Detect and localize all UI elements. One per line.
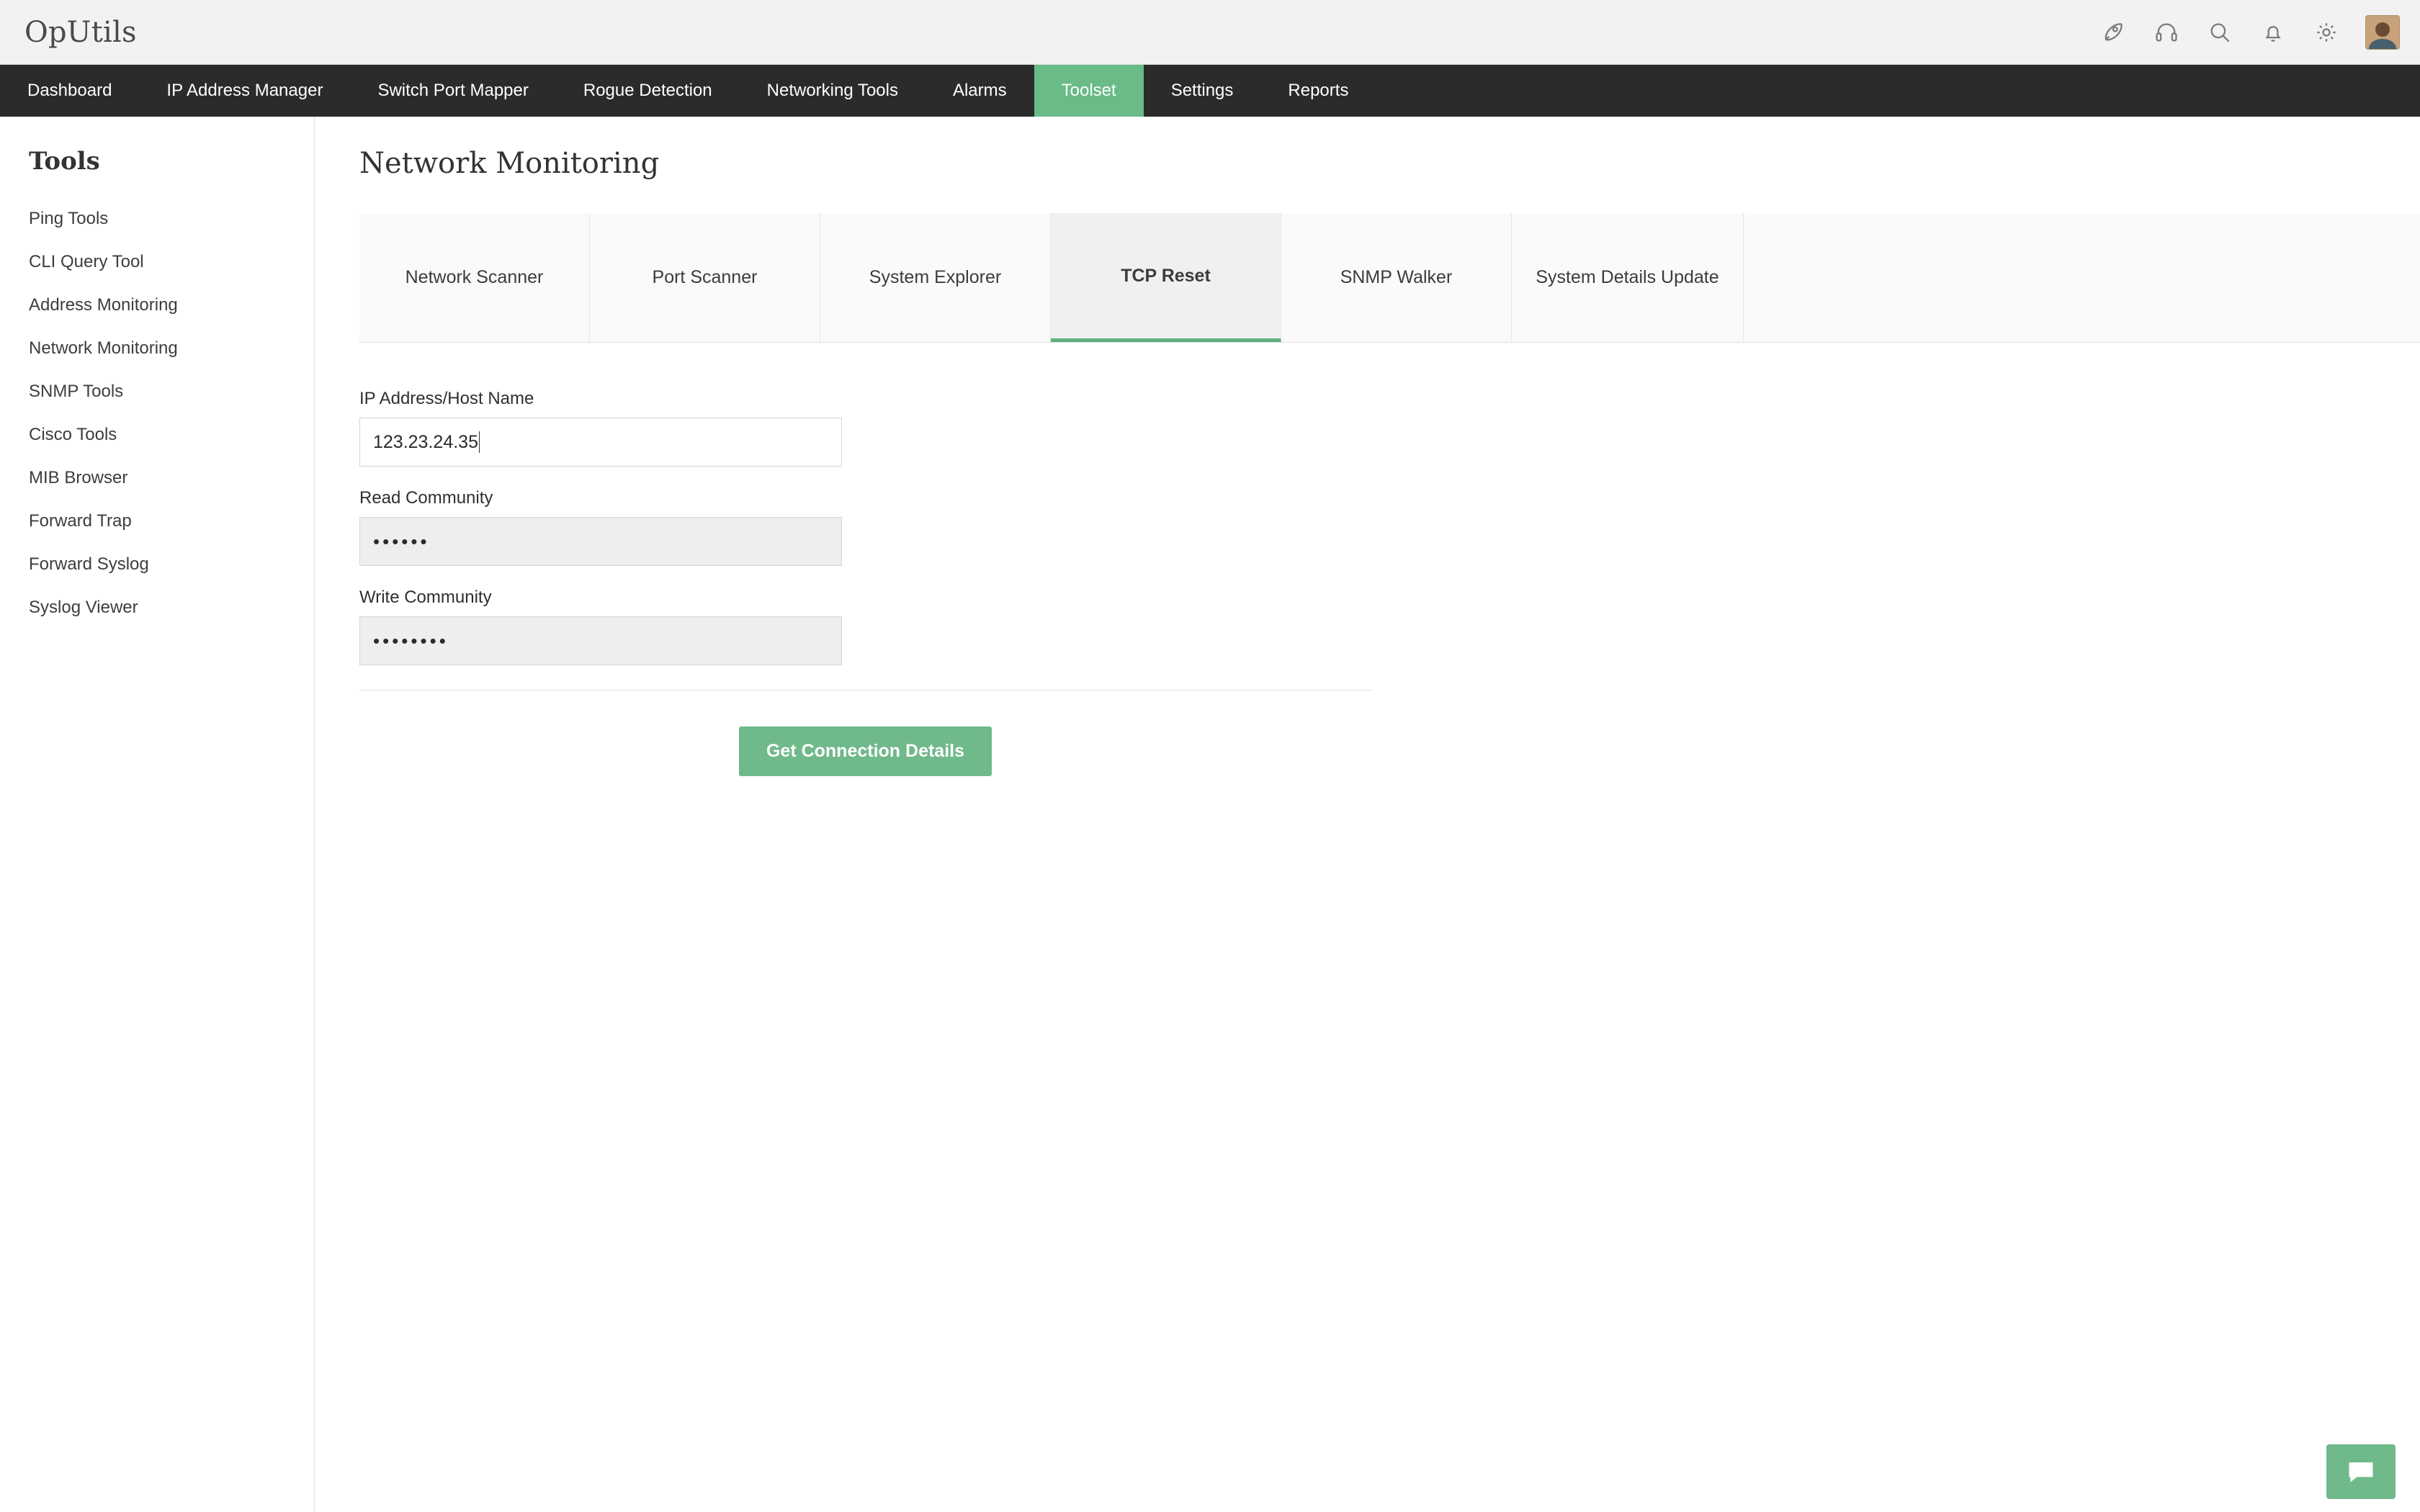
tab-system-explorer[interactable]: System Explorer: [820, 213, 1051, 342]
read-community-value: ••••••: [373, 530, 430, 552]
tab-port-scanner[interactable]: Port Scanner: [590, 213, 820, 342]
nav-item-reports[interactable]: Reports: [1288, 81, 1349, 100]
tab-bar: [359, 213, 2420, 343]
page-title: Network Monitoring: [359, 147, 660, 180]
sidebar-item-forward-syslog[interactable]: Forward Syslog: [29, 554, 149, 574]
write-community-label: Write Community: [359, 588, 492, 607]
nav-item-toolset[interactable]: Toolset: [1034, 65, 1144, 117]
tab-network-scanner[interactable]: Network Scanner: [359, 213, 590, 342]
read-community-label: Read Community: [359, 488, 493, 508]
topbar-icon-group: [2099, 15, 2400, 50]
sidebar-item-ping-tools[interactable]: Ping Tools: [29, 209, 109, 228]
sidebar-item-snmp-tools[interactable]: SNMP Tools: [29, 382, 124, 401]
ip-address-value: 123.23.24.35: [373, 431, 478, 452]
nav-item-settings[interactable]: Settings: [1170, 81, 1234, 100]
sidebar-title: Tools: [29, 147, 100, 176]
sidebar-item-forward-trap[interactable]: Forward Trap: [29, 511, 132, 531]
tcp-reset-form: [359, 343, 2420, 776]
bell-icon[interactable]: [2259, 18, 2287, 47]
form-actions: [359, 690, 1371, 776]
search-icon[interactable]: [2205, 18, 2234, 47]
rocket-icon[interactable]: [2099, 18, 2128, 47]
tab-tcp-reset[interactable]: TCP Reset: [1051, 213, 1281, 342]
tab-snmp-walker[interactable]: SNMP Walker: [1281, 213, 1512, 342]
write-community-input[interactable]: [359, 616, 842, 665]
sidebar: [0, 117, 315, 1512]
sidebar-item-address-monitoring[interactable]: Address Monitoring: [29, 295, 178, 315]
sidebar-item-network-monitoring[interactable]: Network Monitoring: [29, 338, 178, 358]
nav-item-switch-port-mapper[interactable]: Switch Port Mapper: [377, 81, 529, 100]
nav-item-ip-address-manager[interactable]: IP Address Manager: [166, 81, 323, 100]
read-community-input[interactable]: [359, 517, 842, 566]
nav-item-networking-tools[interactable]: Networking Tools: [766, 81, 898, 100]
top-bar: [0, 0, 2420, 65]
page-body: [0, 117, 2420, 1512]
text-caret: [479, 431, 480, 453]
nav-item-rogue-detection[interactable]: Rogue Detection: [583, 81, 712, 100]
chat-support-button[interactable]: [2326, 1444, 2396, 1499]
main-navigation: [0, 65, 2420, 117]
sidebar-item-cli-query-tool[interactable]: CLI Query Tool: [29, 252, 144, 271]
ip-address-label: IP Address/Host Name: [359, 389, 534, 408]
get-connection-details-button[interactable]: Get Connection Details: [739, 726, 992, 776]
chat-bubble-icon: [2345, 1456, 2377, 1488]
sidebar-item-syslog-viewer[interactable]: Syslog Viewer: [29, 598, 138, 617]
headset-icon[interactable]: [2152, 18, 2181, 47]
avatar[interactable]: [2365, 15, 2400, 50]
write-community-value: ••••••••: [373, 629, 449, 652]
nav-item-alarms[interactable]: Alarms: [952, 81, 1007, 100]
app-brand: OpUtils: [24, 15, 137, 49]
sidebar-item-cisco-tools[interactable]: Cisco Tools: [29, 425, 117, 444]
main-content: [315, 117, 2420, 1512]
gear-icon[interactable]: [2312, 18, 2341, 47]
ip-address-input[interactable]: [359, 418, 842, 467]
tab-system-details-update[interactable]: System Details Update: [1512, 213, 1744, 342]
nav-item-dashboard[interactable]: Dashboard: [27, 81, 112, 100]
sidebar-item-mib-browser[interactable]: MIB Browser: [29, 468, 128, 487]
tab-bar-filler: [1744, 213, 2420, 342]
